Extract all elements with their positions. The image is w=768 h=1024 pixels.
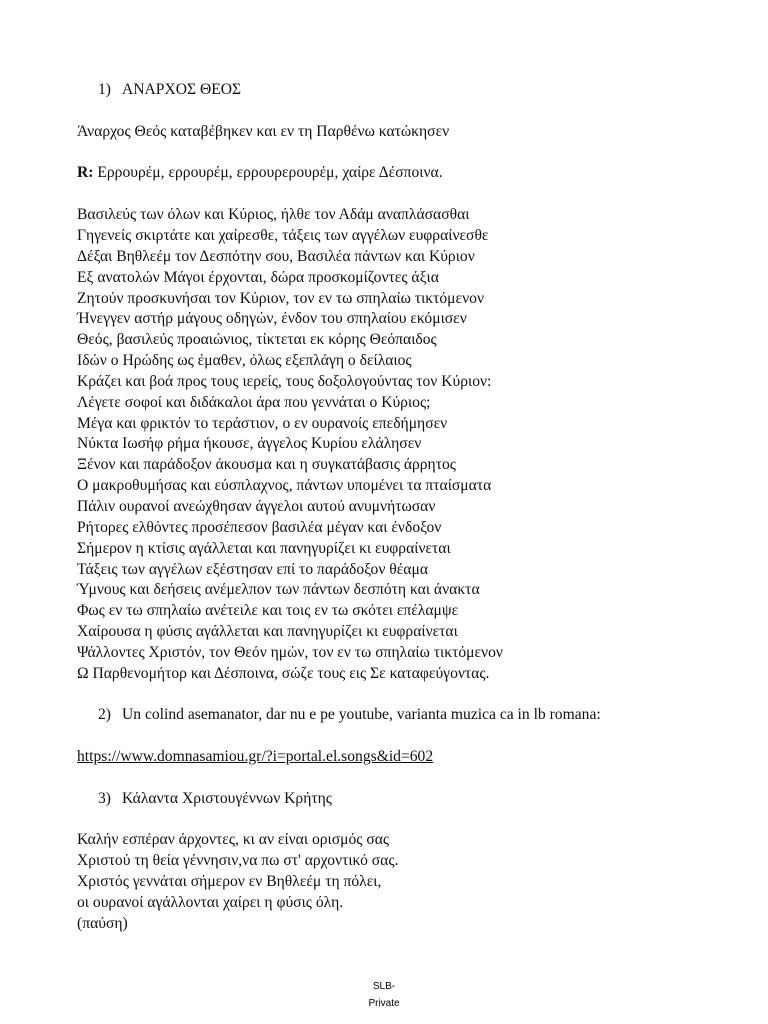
verse-line: Ύμνους και δεήσεις ανέμελπον των πάντων δεσπότη και άνακτα [77,581,480,598]
verse-line: Πάλιν ουρανοί ανεώχθησαν άγγελοι αυτού ανυμνήτωσαν [77,498,436,515]
verse-line: Εξ ανατολών Μάγοι έρχονται, δώρα προσκομίζοντες άξια [77,269,439,286]
verse-line: Καλήν εσπέραν άρχοντες, κι αν είναι ορισμός σας [77,831,390,848]
verse-line: Λέγετε σοφοί και διδάκαλοι άρα που γεννάται ο Κύριος; [77,394,431,411]
domnasamiou-link[interactable]: https://www.domnasamiou.gr/?i=portal.el.songs&id=602 [77,748,434,765]
refrain-text: Ερρουρέμ, ερρουρέμ, ερρουρερουρέμ, χαίρε Δέσποινα. [97,164,443,181]
verse-line: Ω Παρθενομήτορ και Δέσποινα, σώζε τους εις Σε καταφεύγοντας. [77,665,490,682]
verse-line: Σήμερον η κτίσις αγάλλεται και πανηγυρίζει κι ευφραίνεται [77,540,451,557]
refrain-line [77,163,443,183]
verse-line: Χριστός γεννάται σήμερον εν Βηθλεέμ τη πόλει, [77,873,382,890]
verse-line: Ρήτορες ελθόντες προσέπεσον βασιλέα μέγαν και ένδοξον [77,519,442,536]
verse-line: Γηγενείς σκιρτάτε και χαίρεσθε, τάξεις των αγγέλων ευφραίνεσθε [77,227,489,244]
section1-intro: Άναρχος Θεός καταβέβηκεν και εν τη Παρθένω κατώκησεν [77,123,450,140]
section2-heading [98,705,601,725]
verse-line: Βασιλεύς των όλων και Κύριος, ήλθε τον Αδάμ αναπλάσασθαι [77,206,470,223]
verse-line: Χαίρουσα η φύσις αγάλλεται και πανηγυρίζει κι ευφραίνεται [77,623,458,640]
section3-heading [98,789,332,809]
verse-line: Ήνεγγεν αστήρ μάγους οδηγών, ένδον του σπηλαίου εκόμισεν [77,310,467,327]
verse-line: Χριστού τη θεία γέννησιν,να πω στ' αρχοντικό σας. [77,852,399,869]
verse-line: Ο μακροθυμήσας και εύσπλαχνος, πάντων υπομένει τα πταίσματα [77,477,492,494]
section2-number: 2) [98,706,111,723]
verse-line: Τάξεις των αγγέλων εξέστησαν επί το παράδοξον θέαμα [77,561,428,578]
verse-line: Ιδών ο Ηρώδης ως έμαθεν, όλως εξεπλάγη ο δείλαιος [77,352,412,369]
verse-line: (παύση) [77,915,128,932]
verse-line: Κράζει και βοά προς τους ιερείς, τους δοξολογούντας τον Κύριον: [77,373,492,390]
refrain-label: R: [77,164,94,181]
verse-line: Ψάλλοντες Χριστόν, τον Θεόν ημών, τον εν τω σπηλαίω τικτόμενον [77,644,503,661]
verse-line: Δέξαι Βηθλεέμ τον Δεσπότην σου, Βασιλέα πάντων και Κύριον [77,248,475,265]
verse-line: Ζητούν προσκυνήσαι τον Κύριον, τον εν τω σπηλαίω τικτόμενον [77,290,484,307]
section3-title: Κάλαντα Χριστουγέννων Κρήτης [122,790,332,807]
section3-number: 3) [98,790,111,807]
section1-number: 1) [98,81,111,98]
verse-line: Θεός, βασιλεύς προαιώνιος, τίκτεται εκ κόρης Θεόπαιδος [77,331,437,348]
verse-line: Μέγα και φρικτόν το τεράστιον, ο εν ουρανοίς επεδήμησεν [77,415,448,432]
footer-label-line1: SLB- [372,981,396,992]
verse-line: Νύκτα Ιωσήφ ρήμα ήκουσε, άγγελος Κυρίου ελάλησεν [77,435,422,452]
section2-title: Un colind asemanator, dar nu e pe youtube, varianta muzica ca in lb romana: [122,706,601,723]
section1-title: ΑΝΑΡΧΟΣ ΘΕΟΣ [122,81,242,98]
verse-line: Ξένον και παράδοξον άκουσμα και η συγκατάβασις άρρητος [77,456,456,473]
verse-line: Φως εν τω σπηλαίω ανέτειλε και τοις εν τω σκότει επέλαμψε [77,602,459,619]
footer-label-line2: Private [368,998,400,1009]
verse-line: οι ουρανοί αγάλλονται χαίρει η φύσις όλη. [77,894,344,911]
section1-heading [98,80,241,100]
